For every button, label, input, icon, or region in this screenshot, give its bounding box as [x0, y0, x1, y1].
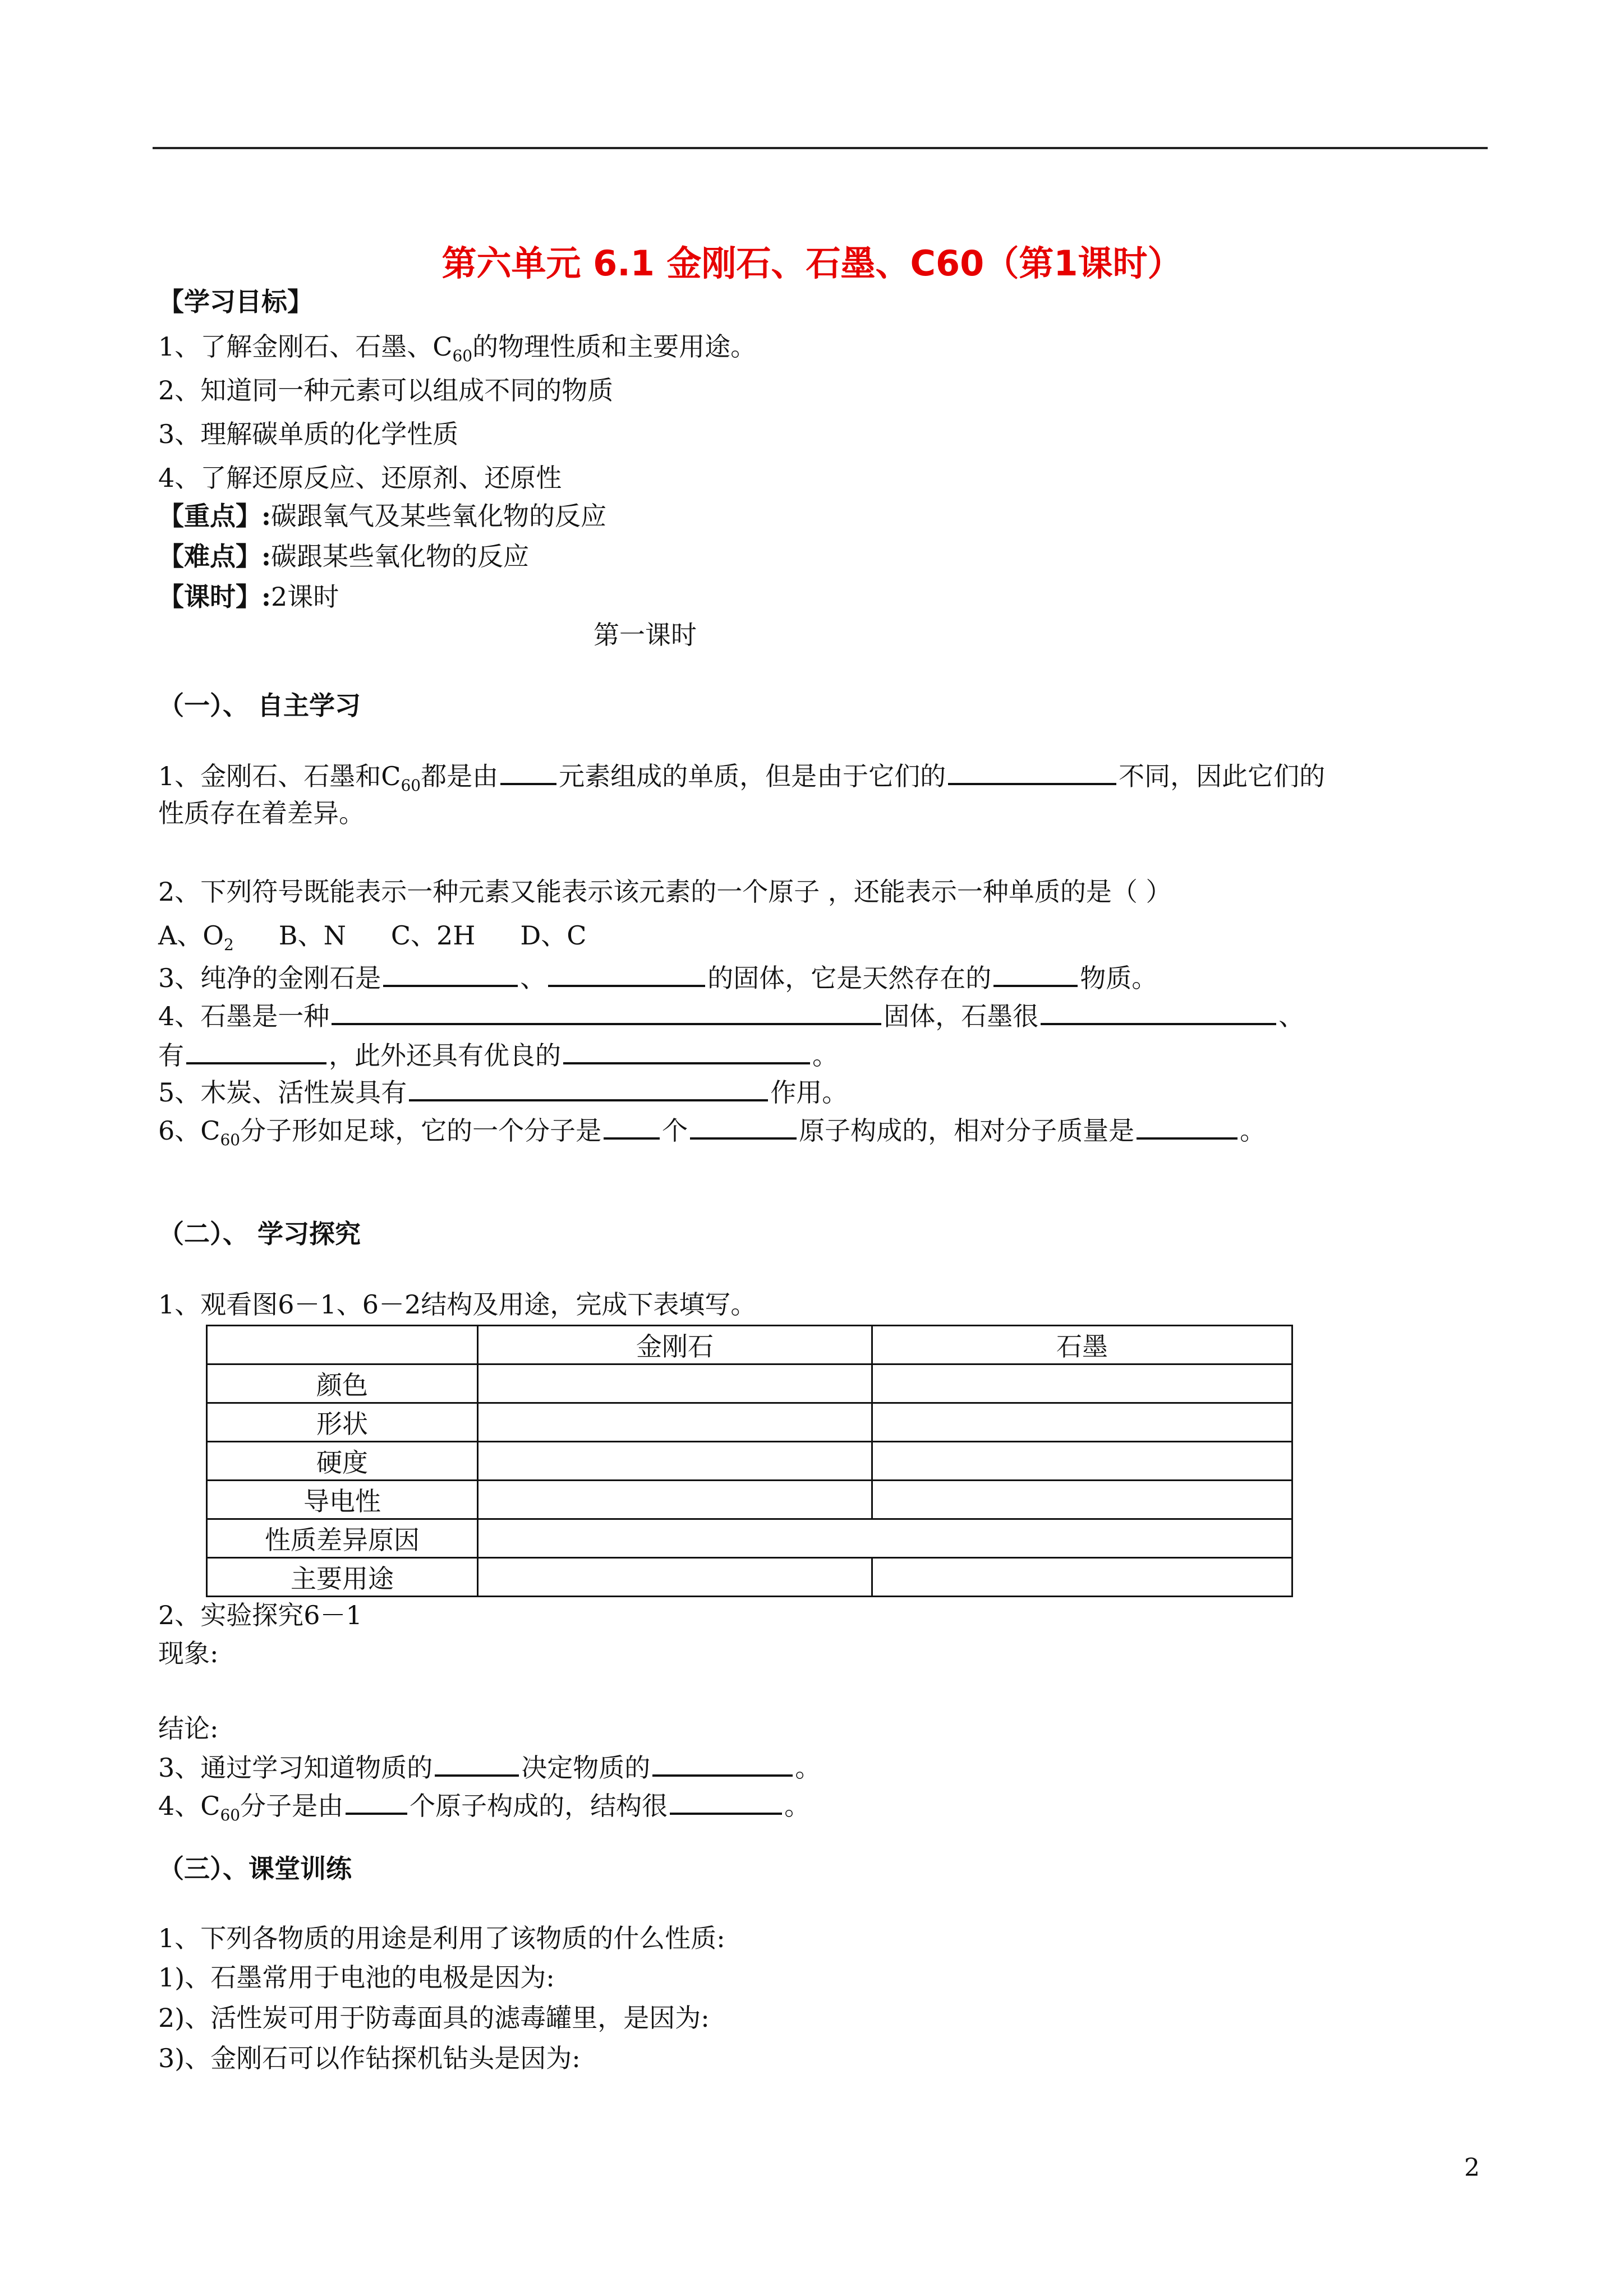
objective-4: 4、了解还原反应、还原剂、还原性 — [158, 463, 562, 493]
row-label: 硬度 — [207, 1442, 478, 1481]
answer-cell[interactable] — [478, 1442, 872, 1481]
answer-cell[interactable] — [872, 1364, 1292, 1403]
blank[interactable] — [409, 1075, 768, 1101]
answer-cell[interactable] — [478, 1364, 872, 1403]
s1-q1-line2: 性质存在着差异。 — [158, 798, 365, 828]
table-row — [207, 1519, 1292, 1558]
answer-cell[interactable] — [872, 1442, 1292, 1481]
answer-cell[interactable] — [478, 1558, 872, 1597]
s1-q5: 5、木炭、活性炭具有 作用。 — [158, 1075, 848, 1109]
table-row — [207, 1403, 1292, 1442]
answer-cell[interactable] — [478, 1403, 872, 1442]
s1-q6: 6、$C_{60}$分子形如足球，它的一个分子是 个 原子构成的，相对分子质量是 。 — [158, 1113, 1266, 1157]
blank[interactable] — [604, 1113, 660, 1140]
table-header-cell: 石墨 — [872, 1326, 1292, 1364]
table-header-cell: 金刚石 — [478, 1326, 872, 1364]
s3-item-2: 2)、活性炭可用于防毒面具的滤毒罐里，是因为: — [158, 2003, 710, 2033]
table-row — [207, 1558, 1292, 1597]
s1-q2: 2、下列符号既能表示一种元素又能表示该元素的一个原子 ，还能表示一种单质的是（ ） — [158, 877, 1172, 907]
blank[interactable] — [1041, 998, 1276, 1025]
blank[interactable] — [670, 1788, 782, 1815]
blank[interactable] — [500, 758, 556, 785]
page-number: 2 — [1464, 2154, 1480, 2182]
objective-1: 1、了解金刚石、石墨、$C_{60}$的物理性质和主要用途。 — [158, 331, 757, 366]
lesson-heading: 第一课时 — [594, 620, 697, 650]
s1-q4-line1: 4、石墨是一种 固体，石墨很 、 — [158, 998, 1304, 1033]
blank[interactable] — [548, 960, 705, 987]
s3-item-3: 3)、金刚石可以作钻探机钻头是因为: — [158, 2043, 581, 2073]
blank[interactable] — [346, 1788, 407, 1815]
page-title: 第六单元 6.1 金刚石、石墨、C60（第1课时） — [441, 243, 1183, 284]
class-hours: 【课时】:2课时 — [158, 582, 339, 612]
s1-q2-options: A、$O_2$ B、N C、2H D、C — [158, 920, 587, 955]
row-label: 性质差异原因 — [207, 1519, 478, 1558]
row-label: 主要用途 — [207, 1558, 478, 1597]
table-header-row — [207, 1326, 1292, 1364]
s1-q1-line1: 1、金刚石、石墨和$C_{60}$都是由 元素组成的单质，但是由于它们的 不同，因此它们的 — [158, 758, 1325, 803]
row-label: 形状 — [207, 1403, 478, 1442]
s1-q4-line2: 有 ，此外还具有优良的 。 — [158, 1038, 838, 1072]
answer-cell[interactable] — [872, 1403, 1292, 1442]
objective-2: 2、知道同一种元素可以组成不同的物质 — [158, 375, 614, 405]
table-row — [207, 1442, 1292, 1481]
blank[interactable] — [948, 758, 1116, 785]
blank[interactable] — [186, 1038, 326, 1064]
comparison-table — [206, 1325, 1293, 1597]
blank[interactable] — [993, 960, 1078, 987]
blank[interactable] — [332, 998, 881, 1025]
row-label: 导电性 — [207, 1481, 478, 1519]
s2-q1: 1、观看图6－1、6－2结构及用途，完成下表填写。 — [158, 1289, 757, 1320]
conclusion-label: 结论: — [158, 1713, 219, 1744]
table-row — [207, 1364, 1292, 1403]
answer-cell[interactable] — [872, 1481, 1292, 1519]
s2-q3: 3、通过学习知道物质的 决定物质的 。 — [158, 1750, 821, 1785]
blank[interactable] — [563, 1038, 810, 1064]
section3-heading: （三）、课堂训练 — [158, 1854, 352, 1884]
difficulty: 【难点】:碳跟某些氧化物的反应 — [158, 541, 529, 571]
row-label: 颜色 — [207, 1364, 478, 1403]
blank[interactable] — [690, 1113, 797, 1140]
blank[interactable] — [435, 1750, 519, 1777]
s3-q1: 1、下列各物质的用途是利用了该物质的什么性质: — [158, 1923, 725, 1953]
key-point: 【重点】:碳跟氧气及某些氧化物的反应 — [158, 501, 606, 531]
answer-cell[interactable] — [478, 1519, 1292, 1558]
header-rule — [153, 147, 1488, 149]
phenomenon-label: 现象: — [158, 1638, 219, 1668]
s2-q4: 4、$C_{60}$分子是由 个原子构成的，结构很 。 — [158, 1788, 810, 1832]
objective-3: 3、理解碳单质的化学性质 — [158, 419, 459, 449]
blank[interactable] — [652, 1750, 793, 1777]
section1-heading: （一）、 自主学习 — [158, 690, 361, 721]
s1-q3: 3、纯净的金刚石是 、 的固体，它是天然存在的 物质。 — [158, 960, 1157, 995]
answer-cell[interactable] — [478, 1481, 872, 1519]
s3-item-1: 1)、石墨常用于电池的电极是因为: — [158, 1962, 555, 1993]
table-row — [207, 1481, 1292, 1519]
answer-cell[interactable] — [872, 1558, 1292, 1597]
section2-heading: （二）、 学习探究 — [158, 1219, 361, 1249]
blank[interactable] — [383, 960, 518, 987]
objectives-header: 【学习目标】 — [158, 287, 313, 317]
s2-q2: 2、实验探究6－1 — [158, 1600, 362, 1630]
table-header-cell — [207, 1326, 478, 1364]
blank[interactable] — [1137, 1113, 1237, 1140]
